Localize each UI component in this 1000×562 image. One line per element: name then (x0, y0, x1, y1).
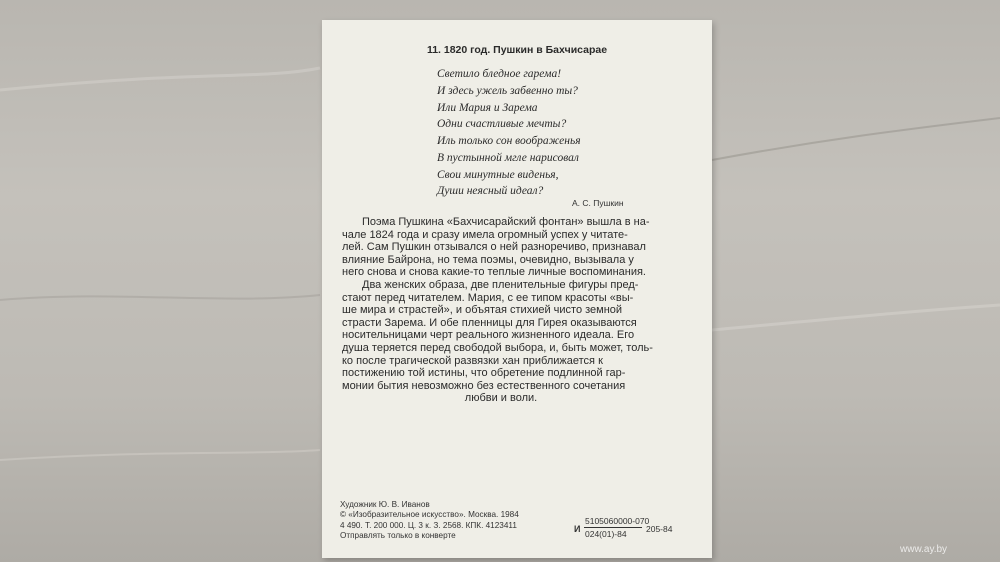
description-text (342, 216, 660, 405)
prose-line: монии бытия невозможно без естественного сочетания (342, 379, 626, 392)
prose-line: чале 1824 года и сразу имела огромный успех у читате- (342, 228, 628, 241)
poem-author: А. С. Пушкин (572, 198, 624, 208)
prose-line: ко после трагической развязки хан приближается к (342, 354, 603, 367)
prose-line: постижению той истины, что обретение подлинной гар- (342, 367, 626, 380)
postcard-back (322, 20, 712, 558)
prose-line: лей. Сам Пушкин отзывался о ней разноречиво, признавал (342, 241, 646, 254)
imprint-line: Отправлять только в конверте (340, 531, 456, 541)
prose-line: ше мира и страстей», и объятая стихией чисто земной (342, 304, 623, 317)
poem-line: И здесь ужель забвенно ты? (437, 84, 578, 97)
code-suffix: 205-84 (646, 524, 673, 534)
code-mark: И (574, 524, 581, 534)
prose-line: стают перед читателем. Мария, с ее типом красоты «вы- (342, 291, 634, 304)
prose-line: Поэма Пушкина «Бахчисарайский фонтан» вышла в на- (362, 216, 650, 228)
prose-line: носительницами черт реального жизненного идеала. Его (342, 329, 635, 342)
code-fraction (584, 516, 650, 539)
imprint-block (340, 500, 519, 542)
poem-line: Или Мария и Зарема (437, 101, 538, 114)
site-watermark: www.ay.by (900, 544, 948, 555)
prose-line: влияние Байрона, но тема поэмы, очевидно, вызывала у (342, 253, 634, 266)
poem-line: Светило бледное гарема! (437, 68, 562, 80)
imprint-line: 4 490. Т. 200 000. Ц. 3 к. З. 2568. КПК. 4123411 (340, 520, 517, 530)
card-heading: 11. 1820 год. Пушкин в Бахчисарае (426, 44, 608, 56)
poem-line: Свои минутные виденья, (437, 168, 559, 181)
poem-stanza-2 (437, 133, 581, 200)
imprint-line: © «Изобразительное искусство». Москва. 1984 (340, 510, 519, 520)
poem-line: Одни счастливые мечты? (437, 118, 567, 131)
fraction-bar (584, 527, 642, 528)
prose-line: Два женских образа, две пленительные фигуры пред- (362, 278, 639, 291)
prose-line: любви и воли. (464, 392, 538, 405)
prose-line: душа теряется перед свободой выбора, и, быть может, толь- (342, 341, 653, 354)
prose-line: него снова и снова какие-то теплые личные воспоминания. (342, 266, 646, 279)
poem-stanza-1 (437, 66, 578, 133)
poem-line: Иль только сон воображенья (437, 135, 581, 147)
poem-line: Души неясный идеал? (437, 185, 544, 198)
code-denominator: 024(01)-84 (585, 529, 627, 539)
imprint-line: Художник Ю. В. Иванов (340, 500, 430, 509)
code-numerator: 5105060000-070 (585, 516, 650, 526)
poem-line: В пустынной мгле нарисовал (437, 151, 579, 164)
prose-line: страсти Зарема. И обе пленницы для Гирея оказываются (342, 316, 637, 329)
